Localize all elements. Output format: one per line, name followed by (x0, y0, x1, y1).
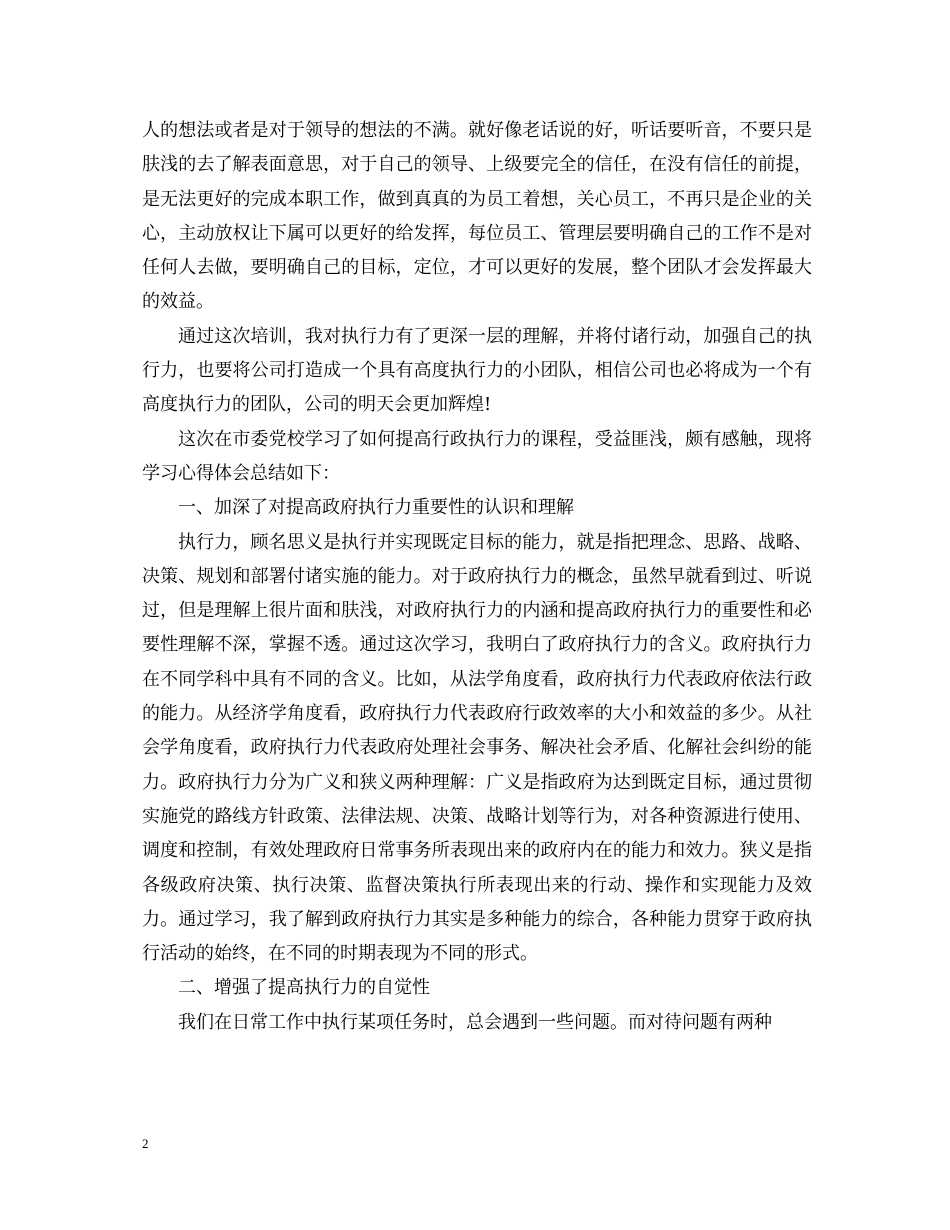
paragraph-1: 人的想法或者是对于领导的想法的不满。就好像老话说的好，听话要听音，不要只是肤浅的去了解表面意思，对于自己的领导、上级要完全的信任，在没有信任的前提，是无法更好的完成本职工作，做到真真的为员工着想，关心员工，不再只是企业的关心，主动放权让下属可以更好的给发挥，每位员工、管理层要明确自己的工作不是对任何人去做，要明确自己的目标，定位，才可以更好的发展，整个团队才会发挥最大的效益。 (142, 120, 812, 313)
paragraph-5: 我们在日常工作中执行某项任务时，总会遇到一些问题。而对待问题有两种 (178, 1011, 772, 1033)
paragraph-2: 通过这次培训，我对执行力有了更深一层的理解，并将付诸行动，加强自己的执行力，也要将公司打造成一个具有高度执行力的小团队，相信公司也必将成为一个有高度执行力的团队，公司的明天会更加辉煌! (142, 325, 812, 416)
paragraph-4: 执行力，顾名思义是执行并实现既定目标的能力，就是指把理念、思路、战略、决策、规划和部署付诸实施的能力。对于政府执行力的概念，虽然早就看到过、听说过，但是理解上很片面和肤浅，对政府执行力的内涵和提高政府执行力的重要性和必要性理解不深，掌握不透。通过这次学习，我明白了政府执行力的含义。政府执行力在不同学科中具有不同的含义。比如，从法学角度看，政府执行力代表政府依法行政的能力。从经济学角度看，政府执行力代表政府行政效率的大小和效益的多少。从社会学角度看，政府执行力代表政府处理社会事务、解决社会矛盾、化解社会纠纷的能力。政府执行力分为广义和狭义两种理解：广义是指政府为达到既定目标，通过贯彻实施党的路线方针政策、法律法规、决策、战略计划等行为，对各种资源进行使用、调度和控制，有效处理政府日常事务所表现出来的政府内在的能力和效力。狭义是指各级政府决策、执行决策、监督决策执行所表现出来的行动、操作和实现能力及效力。通过学习，我了解到政府执行力其实是多种能力的综合，各种能力贯穿于政府执行活动的始终，在不同的时期表现为不同的形式。 (142, 531, 812, 965)
paragraph-3: 这次在市委党校学习了如何提高行政执行力的课程，受益匪浅，颇有感触，现将学习心得体会总结如下： (142, 428, 812, 484)
section-heading-2: 二、增强了提高执行力的自觉性 (178, 977, 430, 999)
document-body (142, 114, 812, 1040)
page-number: 2 (142, 1136, 149, 1151)
section-heading-1: 一、加深了对提高政府执行力重要性的认识和理解 (178, 497, 574, 519)
